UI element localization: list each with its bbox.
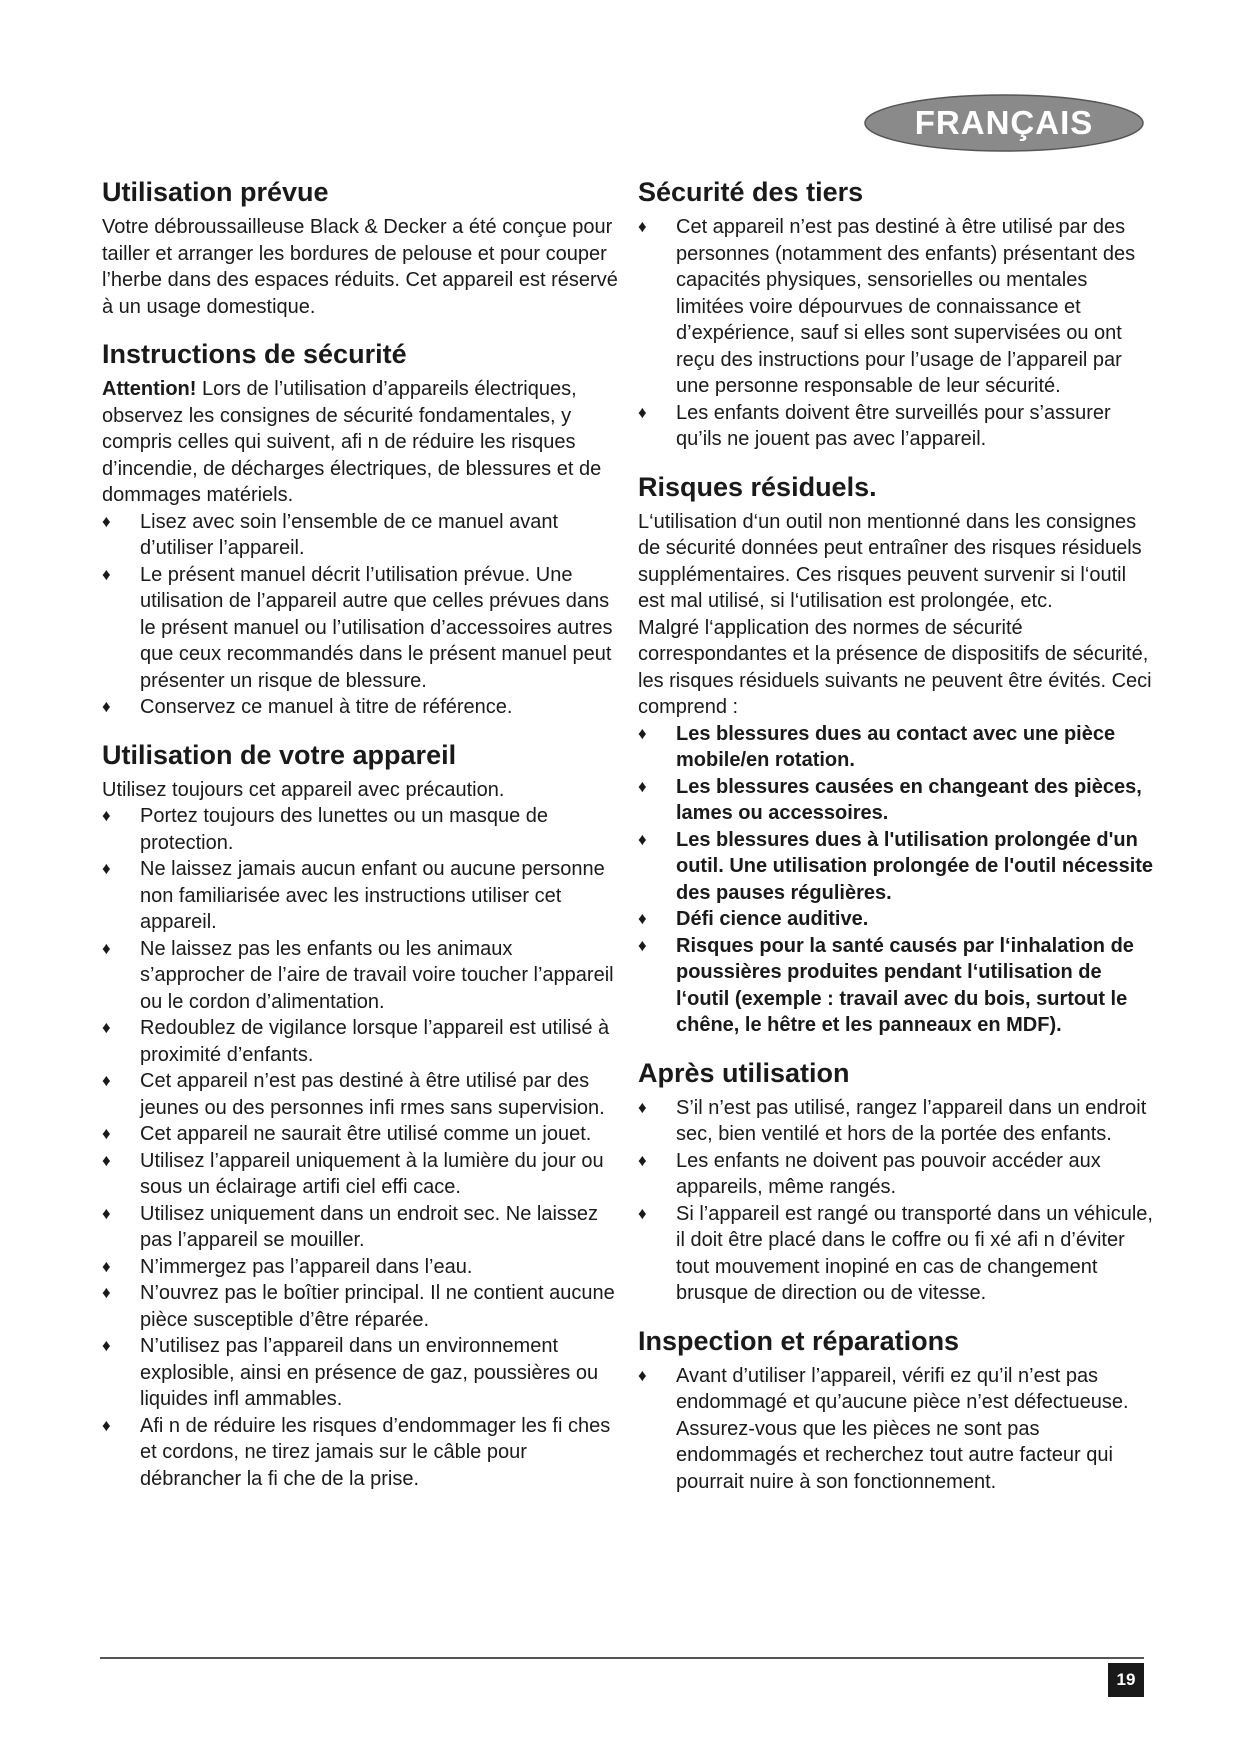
list-item-text: S’il n’est pas utilisé, rangez l’appareil dans un endroit sec, bien ventilé et hors de la portée des enfants. — [676, 1096, 1147, 1145]
list-item — [638, 400, 1158, 453]
list-item-text: Conservez ce manuel à titre de référence. — [140, 696, 513, 718]
list-item-text: Avant d’utiliser l’appareil, vérifi ez qu’il n’est pas endommagé et qu’aucune pièce n’est défectueuse. Assurez-vous que les pièces ne sont pas endommagés et recherchez tout autre facteur qui pourrait nuire à son fonctionnement. — [676, 1364, 1129, 1493]
bullet-icon: ♦ — [102, 564, 111, 584]
bullet-icon: ♦ — [102, 1203, 111, 1223]
bullet-icon: ♦ — [638, 935, 647, 955]
intro-text: Lors de l’utilisation d’appareils électriques, observez les consignes de sécurité fondamentales, y compris celles qui suivent, afi n de réduire les risques d’incendie, de décharges électriques, de blessures et de dommages matériels. — [102, 378, 602, 506]
list-item — [102, 694, 622, 721]
list-item-text: N’utilisez pas l’appareil dans un environnement explosible, ainsi en présence de gaz, poussières ou liquides infl ammables. — [140, 1335, 599, 1410]
list-item-text: Les blessures dues au contact avec une pièce mobile/en rotation. — [676, 722, 1116, 771]
page-number: 19 — [1108, 1663, 1144, 1697]
list-item — [638, 1148, 1158, 1201]
section-paragraph: L‘utilisation d‘un outil non mentionné dans les consignes de sécurité données peut entraîner des risques résiduels supplémentaires. Ces risques peuvent survenir si l‘outil est mal utilisé, si l‘utilisation est prolongée, etc. — [638, 510, 1142, 612]
list-item — [102, 562, 622, 695]
section-inspection-reparations — [638, 1325, 1158, 1496]
bullet-icon: ♦ — [102, 806, 111, 825]
bullet-icon: ♦ — [102, 1336, 111, 1355]
section-title: Inspection et réparations — [638, 1325, 960, 1356]
list-item — [638, 827, 1158, 907]
list-item-text: Lisez avec soin l’ensemble de ce manuel avant d’utiliser l’appareil. — [140, 510, 559, 559]
bullet-icon: ♦ — [638, 1097, 647, 1117]
section-intro — [102, 376, 622, 509]
list-item-text: Les blessures dues à l'utilisation prolongée d'un outil. Une utilisation prolongée de l'outil nécessite des pauses régulières. — [676, 828, 1154, 904]
section-utilisation-prevue — [102, 176, 622, 320]
language-tab — [862, 92, 1146, 154]
list-item-text: Portez toujours des lunettes ou un masque de protection. — [140, 805, 549, 854]
bullet-list — [102, 509, 622, 721]
list-item-text: Les enfants ne doivent pas pouvoir accéder aux appareils, même rangés. — [676, 1149, 1101, 1198]
list-item — [638, 774, 1158, 827]
section-paragraph: Malgré l‘application des normes de sécurité correspondantes et la présence de dispositifs de sécurité, les risques résiduels suivants ne peuvent être évités. Ceci comprend : — [638, 616, 1152, 718]
section-title: Risques résiduels. — [638, 471, 877, 502]
left-column — [102, 176, 622, 1510]
list-item-text: N’ouvrez pas le boîtier principal. Il ne contient aucune pièce susceptible d’être réparée. — [140, 1282, 615, 1331]
section-utilisation-appareil — [102, 739, 622, 1493]
bullet-list — [638, 721, 1158, 1039]
list-item — [102, 509, 622, 562]
bullet-icon: ♦ — [102, 859, 111, 878]
list-item-text: Risques pour la santé causés par l‘inhalation de poussières produites pendant l‘utilisation de l‘outil (exemple : travail avec du bois, surtout le chêne, le hêtre et les panneaux en MDF). — [676, 934, 1134, 1036]
section-text: Votre débroussailleuse Black & Decker a été conçue pour tailler et arranger les bordures de pelouse et pour couper l’herbe dans des espaces réduits. Cet appareil est réservé à un usage domestique. — [102, 216, 618, 318]
list-item-text: Afi n de réduire les risques d’endommager les fi ches et cordons, ne tirez jamais sur le câble pour débrancher la fi che de la prise. — [140, 1414, 611, 1490]
bullet-icon: ♦ — [638, 1203, 647, 1223]
bullet-icon: ♦ — [102, 1256, 111, 1276]
bullet-icon: ♦ — [638, 776, 647, 796]
list-item — [102, 1068, 622, 1121]
bullet-icon: ♦ — [638, 217, 647, 236]
attention-label: Attention! — [102, 378, 197, 400]
section-apres-utilisation — [638, 1057, 1158, 1307]
list-item — [102, 936, 622, 1016]
section-title: Utilisation de votre appareil — [102, 739, 457, 770]
bullet-list — [102, 803, 622, 1492]
bullet-icon: ♦ — [638, 723, 647, 743]
list-item — [638, 1095, 1158, 1148]
list-item — [102, 1254, 622, 1281]
list-item-text: Utilisez uniquement dans un endroit sec. Ne laissez pas l’appareil se mouiller. — [140, 1202, 599, 1251]
list-item — [638, 721, 1158, 774]
bullet-icon: ♦ — [638, 1365, 647, 1385]
list-item-text: Ne laissez jamais aucun enfant ou aucune personne non familiarisée avec les instructions utiliser cet appareil. — [140, 858, 605, 933]
list-item-text: Cet appareil n’est pas destiné à être utilisé par des personnes (notamment des enfants) présentant des capacités physiques, sensorielles ou mentales limitées voire dépourvues de connaissance et d’expérience, sauf si elles sont supervisées ou ont reçu des instructions pour l’usage de l’appareil par une personne responsable de leur sécurité. — [676, 216, 1136, 397]
bullet-icon: ♦ — [102, 511, 111, 531]
section-title: Sécurité des tiers — [638, 177, 864, 207]
list-item — [102, 1015, 622, 1068]
bullet-list — [638, 214, 1158, 453]
list-item-text: Utilisez l’appareil uniquement à la lumière du jour ou sous un éclairage artifi ciel effi cace. — [140, 1149, 604, 1198]
list-item-text: Le présent manuel décrit l’utilisation prévue. Une utilisation de l’appareil autre que celles prévues dans le présent manuel ou l’utilisation d’accessoires autres que ceux recommandés dans le présent manuel peut présenter un risque de blessure. — [140, 563, 613, 692]
list-item-text: Si l’appareil est rangé ou transporté dans un véhicule, il doit être placé dans le coffre ou fi xé afi n d’éviter tout mouvement inopiné en cas de changement brusque de direction ou de vitesse. — [676, 1202, 1153, 1304]
list-item — [102, 1413, 622, 1493]
list-item — [102, 803, 622, 856]
list-item — [102, 1121, 622, 1148]
list-item — [102, 1333, 622, 1413]
bullet-icon: ♦ — [638, 909, 647, 928]
list-item — [102, 1280, 622, 1333]
list-item — [638, 1201, 1158, 1307]
bullet-icon: ♦ — [102, 697, 111, 716]
bullet-list — [638, 1095, 1158, 1307]
bullet-icon: ♦ — [102, 1018, 111, 1037]
list-item — [638, 214, 1158, 400]
list-item-text: N’immergez pas l’appareil dans l’eau. — [140, 1255, 473, 1278]
bullet-icon: ♦ — [102, 1150, 111, 1170]
bullet-icon: ♦ — [638, 1150, 647, 1170]
section-title: Utilisation prévue — [102, 177, 329, 207]
bullet-list — [638, 1363, 1158, 1496]
bullet-icon: ♦ — [102, 1124, 111, 1143]
list-item-text: Ne laissez pas les enfants ou les animaux s’approcher de l’aire de travail voire toucher l’appareil ou le cordon d’alimentation. — [140, 937, 614, 1013]
list-item-text: Cet appareil ne saurait être utilisé comme un jouet. — [140, 1123, 592, 1145]
footer-rule — [100, 1657, 1144, 1659]
bullet-icon: ♦ — [638, 829, 647, 849]
section-title: Instructions de sécurité — [102, 339, 407, 369]
list-item-text: Les blessures causées en changeant des pièces, lames ou accessoires. — [676, 775, 1142, 824]
bullet-icon: ♦ — [102, 1415, 111, 1435]
section-intro: Utilisez toujours cet appareil avec précaution. — [102, 778, 505, 801]
list-item — [102, 1148, 622, 1201]
bullet-icon: ♦ — [102, 1283, 111, 1302]
list-item-text: Les enfants doivent être surveillés pour s’assurer qu’ils ne jouent pas avec l’appareil. — [676, 401, 1111, 450]
bullet-icon: ♦ — [102, 1071, 111, 1090]
section-risques-residuels — [638, 471, 1158, 1039]
bullet-icon: ♦ — [638, 402, 647, 422]
language-label: FRANÇAIS — [914, 104, 1094, 141]
list-item-text: Défi cience auditive. — [676, 908, 869, 930]
bullet-icon: ♦ — [102, 938, 111, 958]
section-title: Après utilisation — [638, 1057, 850, 1088]
list-item-text: Redoublez de vigilance lorsque l’appareil est utilisé à proximité d’enfants. — [140, 1017, 610, 1066]
list-item — [102, 856, 622, 936]
section-securite-tiers — [638, 176, 1158, 453]
right-column — [638, 176, 1158, 1513]
list-item — [638, 906, 1158, 933]
list-item — [102, 1201, 622, 1254]
section-instructions-securite — [102, 338, 622, 721]
list-item — [638, 933, 1158, 1039]
list-item-text: Cet appareil n’est pas destiné à être utilisé par des jeunes ou des personnes infi rmes sans supervision. — [140, 1070, 605, 1119]
list-item — [638, 1363, 1158, 1496]
